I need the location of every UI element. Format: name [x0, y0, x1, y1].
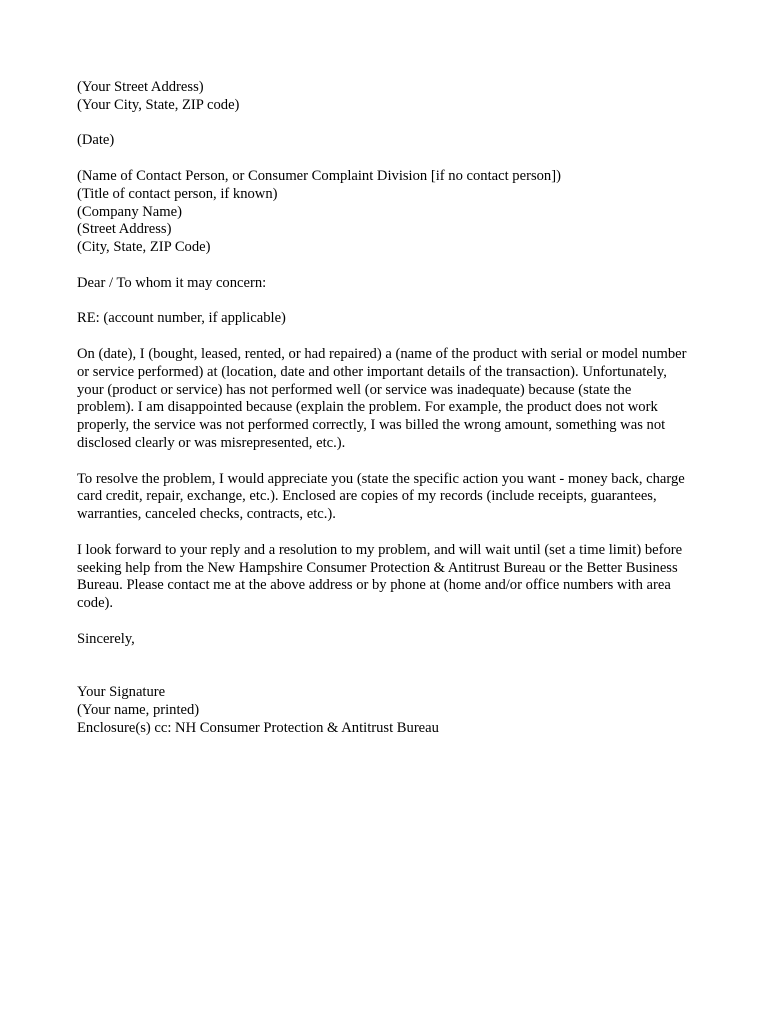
- recipient-contact: (Name of Contact Person, or Consumer Complaint Division [if no contact person]): [77, 167, 561, 184]
- salutation-text: Dear / To whom it may concern:: [77, 274, 267, 291]
- enclosure-line: Enclosure(s) cc: NH Consumer Protection & Antitrust Bureau: [77, 719, 439, 736]
- sender-address: [77, 79, 691, 115]
- closing-text: Sincerely,: [77, 630, 135, 647]
- signature-text: Your Signature: [77, 684, 166, 701]
- printed-name: (Your name, printed): [77, 701, 200, 718]
- body-paragraph-follow-up: I look forward to your reply and a resolution to my problem, and will wait until (set a time limit) before seeking help from the New Hampshire Consumer Protection & Antitrust Bureau or the Better Business Bureau. Please contact me at the above address or by phone at (home and/or office numbers with area code).: [77, 541, 683, 612]
- sender-street: (Your Street Address): [77, 79, 204, 95]
- sender-city-state-zip: (Your City, State, ZIP code): [77, 96, 240, 113]
- re-line-text: RE: (account number, if applicable): [77, 310, 286, 327]
- salutation: [77, 275, 691, 293]
- letter-date: [77, 132, 691, 150]
- closing: [77, 631, 691, 649]
- body-paragraph-purchase: On (date), I (bought, leased, rented, or had repaired) a (name of the product with serial or model number or service performed) at (location, date and other important details of the transaction). Unfortunately, your (product or service) has not performed well (or service was inadequate) because (state the problem). I am disappointed because (explain the problem. For example, the product does not work properly, the service was not performed correctly, I was billed the wrong amount, something was not disclosed clearly or was misrepresented, etc.).: [77, 345, 687, 451]
- recipient-company: (Company Name): [77, 203, 182, 220]
- body-paragraph-resolution: To resolve the problem, I would appreciate you (state the specific action you want - money back, charge card credit, repair, exchange, etc.). Enclosed are copies of my records (include receipts, guarantees, warranties, canceled checks, contracts, etc.).: [77, 470, 685, 523]
- date-text: (Date): [77, 132, 115, 149]
- recipient-city-state-zip: (City, State, ZIP Code): [77, 239, 211, 256]
- signature-block: [77, 684, 691, 737]
- recipient-street: (Street Address): [77, 221, 172, 238]
- letter-page: [77, 79, 691, 737]
- recipient-address: [77, 168, 691, 257]
- recipient-title: (Title of contact person, if known): [77, 185, 278, 202]
- re-line: [77, 310, 691, 328]
